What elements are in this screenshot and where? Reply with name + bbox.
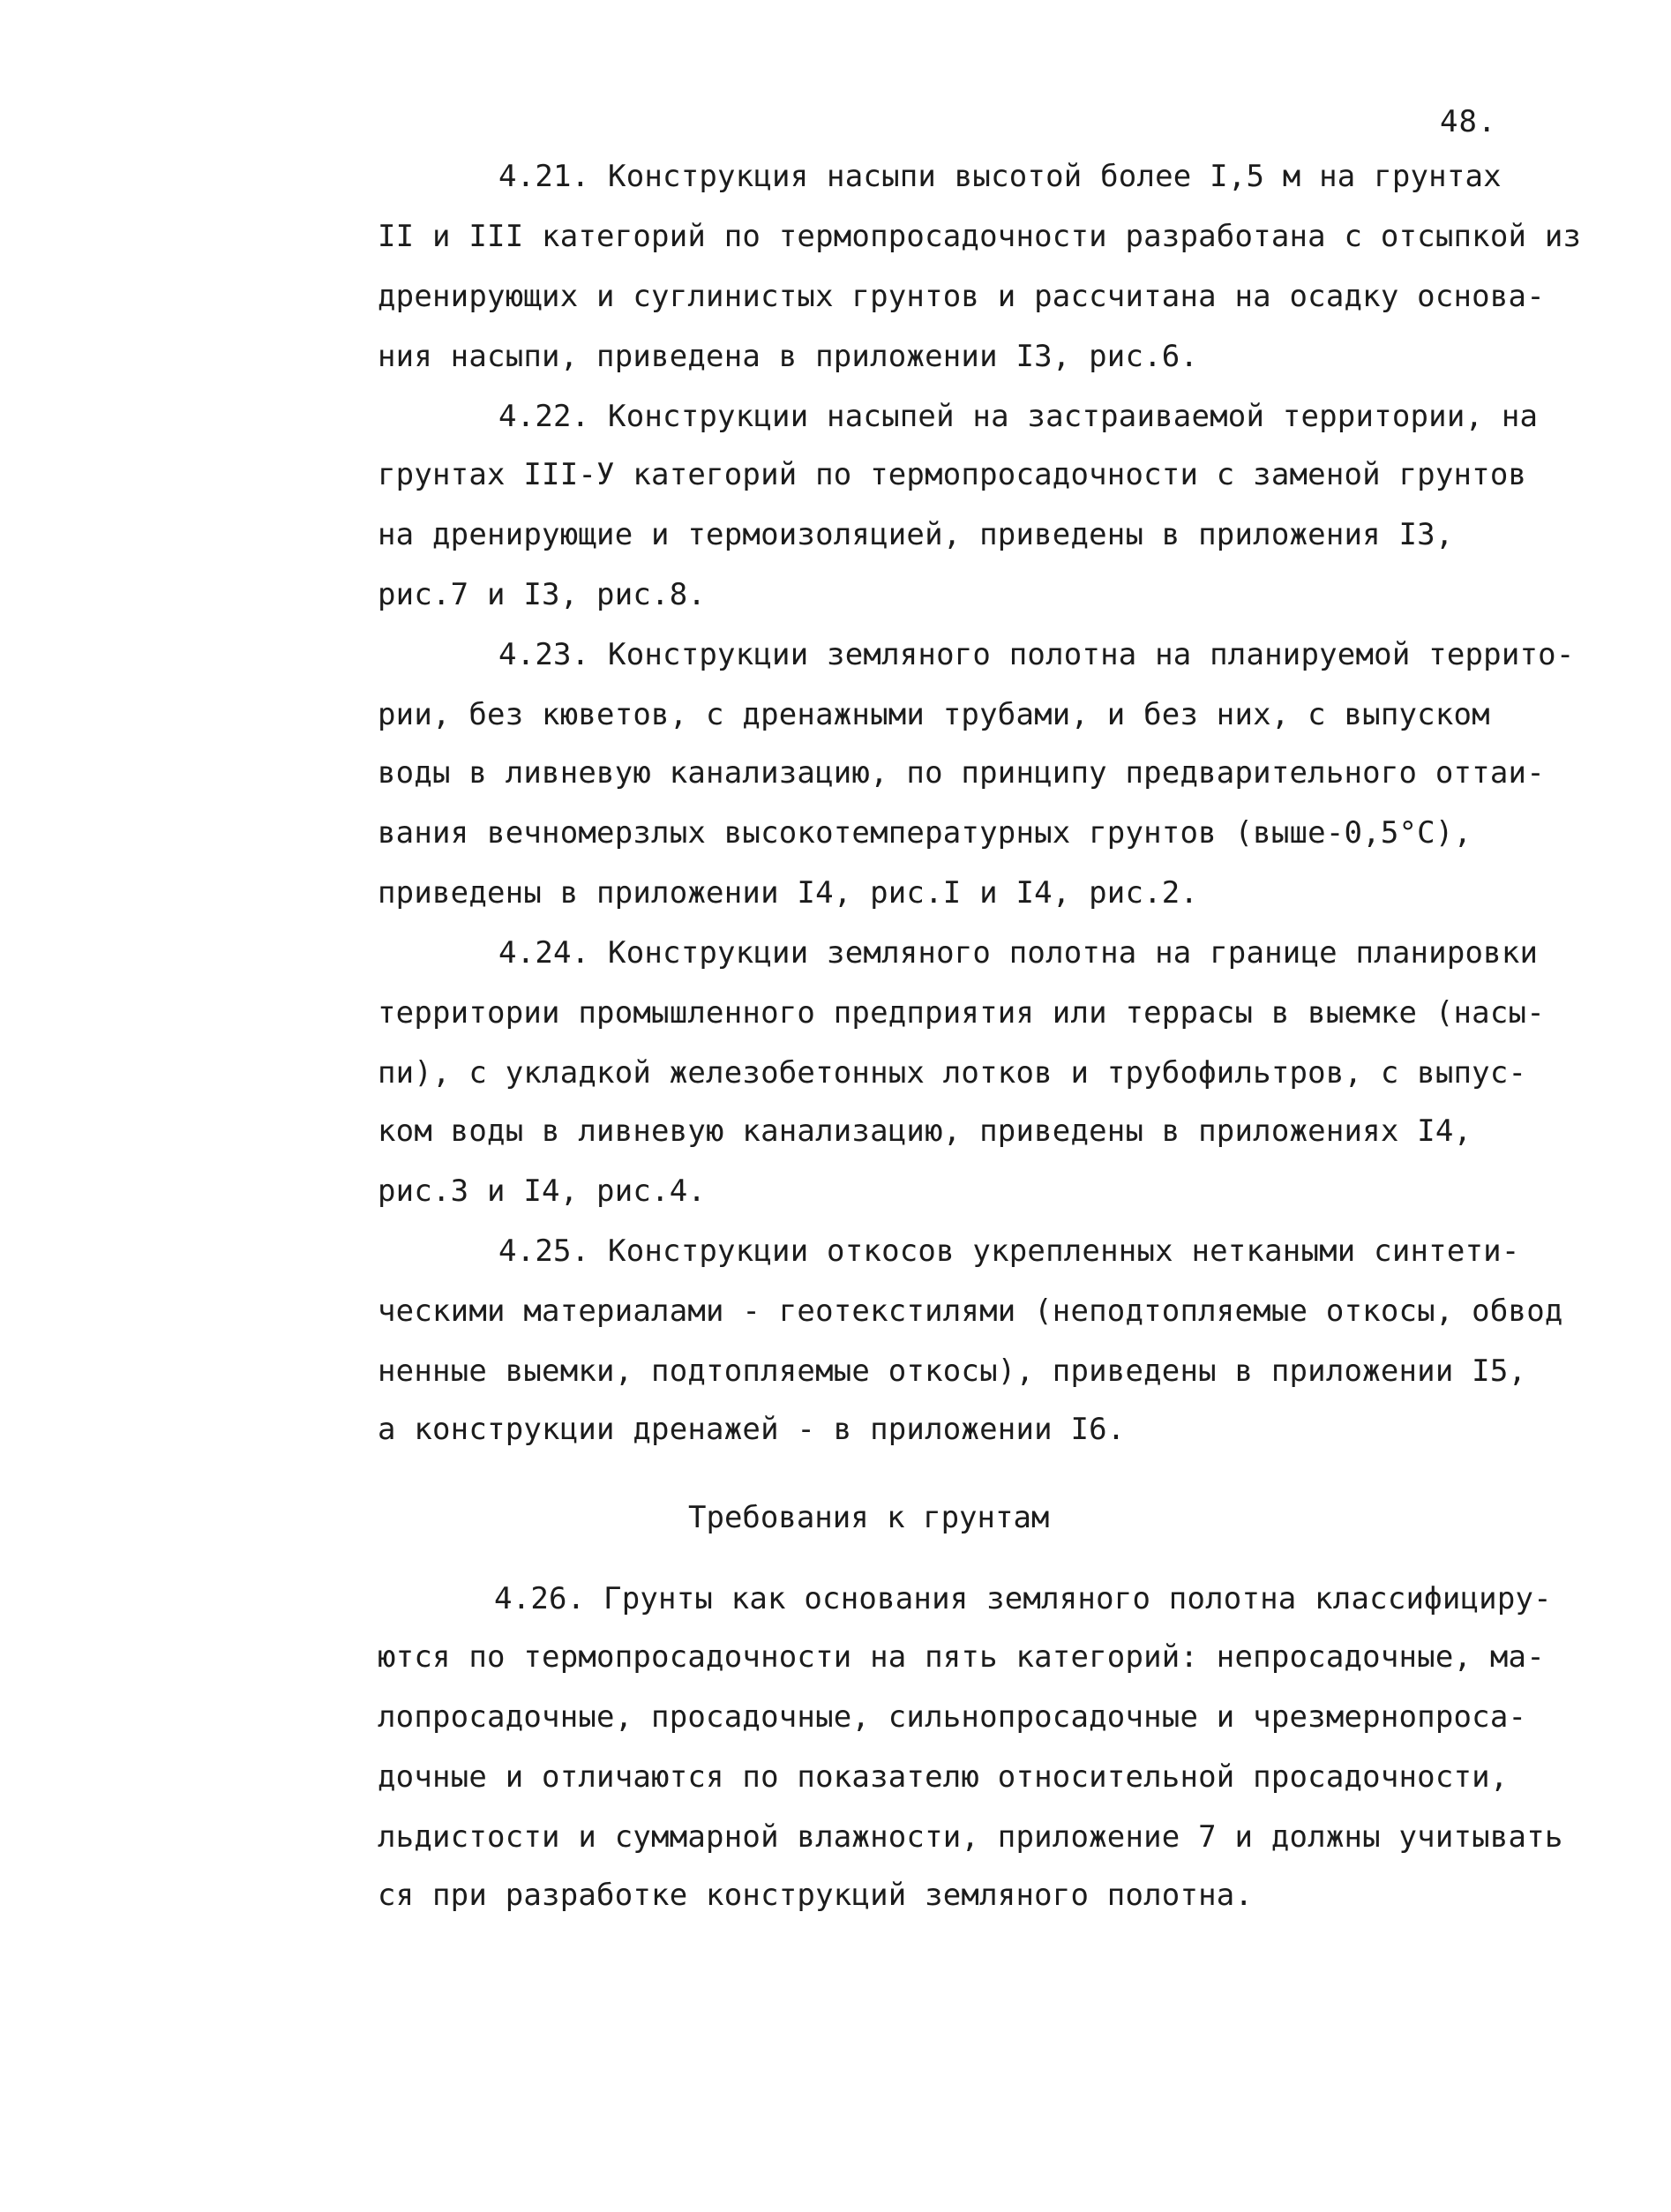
para-424-line-3: пи), с укладкой железобетонных лотков и трубофильтров, с выпус-	[378, 1055, 1527, 1091]
para-423-line-4: вания вечномерзлых высокотемпературных грунтов (выше-0,5°С),	[378, 815, 1472, 851]
section-heading: Требования к грунтам	[688, 1500, 1050, 1535]
para-426-line-5: льдистости и суммарной влажности, приложение 7 и должны учитывать	[378, 1819, 1563, 1855]
para-423-line-3: воды в ливневую канализацию, по принципу предварительного оттаи-	[378, 755, 1545, 791]
para-424-line-5: рис.3 и I4, рис.4.	[378, 1173, 707, 1209]
para-421-line-1: 4.21. Конструкция насыпи высотой более I,5 м на грунтах	[498, 159, 1502, 194]
para-426-line-6: ся при разработке конструкций земляного полотна.	[378, 1878, 1254, 1913]
para-424-line-4: ком воды в ливневую канализацию, приведены в приложениях I4,	[378, 1113, 1472, 1149]
para-424-line-1: 4.24. Конструкции земляного полотна на границе планировки	[498, 935, 1539, 971]
para-426-line-3: лопросадочные, просадочные, сильнопросадочные и чрезмернопроса-	[378, 1699, 1527, 1735]
para-422-line-2: грунтах III-У категорий по термопросадочности с заменой грунтов	[378, 457, 1527, 492]
para-425-line-2: ческими материалами - геотекстилями (неподтопляемые откосы, обвод	[378, 1293, 1563, 1329]
para-422-line-4: рис.7 и I3, рис.8.	[378, 577, 707, 612]
para-426-line-4: дочные и отличаются по показателю относительной просадочности,	[378, 1759, 1509, 1795]
para-423-line-5: приведены в приложении I4, рис.I и I4, рис.2.	[378, 875, 1199, 911]
para-425-line-3: ненные выемки, подтопляемые откосы), приведены в приложении I5,	[378, 1353, 1527, 1389]
para-422-line-1: 4.22. Конструкции насыпей на застраиваемой территории, на	[498, 399, 1539, 434]
para-423-line-1: 4.23. Конструкции земляного полотна на планируемой террито-	[498, 637, 1575, 672]
para-425-line-1: 4.25. Конструкции откосов укрепленных неткаными синтети-	[498, 1233, 1520, 1269]
para-421-line-2: II и III категорий по термопросадочности разработана с отсыпкой из	[378, 219, 1582, 254]
para-423-line-2: рии, без кюветов, с дренажными трубами, и без них, с выпуском	[378, 697, 1490, 732]
para-426-line-1: 4.26. Грунты как основания земляного полотна классифициру-	[494, 1581, 1552, 1616]
page-number: 48.	[1440, 104, 1497, 139]
para-426-line-2: ются по термопросадочности на пять категорий: непросадочные, ма-	[378, 1639, 1545, 1675]
para-421-line-3: дренирующих и суглинистых грунтов и рассчитана на осадку основа-	[378, 279, 1545, 314]
para-421-line-4: ния насыпи, приведена в приложении I3, рис.6.	[378, 339, 1199, 374]
para-425-line-4: а конструкции дренажей - в приложении I6.	[378, 1412, 1126, 1447]
para-424-line-2: территории промышленного предприятия или террасы в выемке (насы-	[378, 995, 1545, 1031]
para-422-line-3: на дренирующие и термоизоляцией, приведены в приложения I3,	[378, 517, 1454, 552]
